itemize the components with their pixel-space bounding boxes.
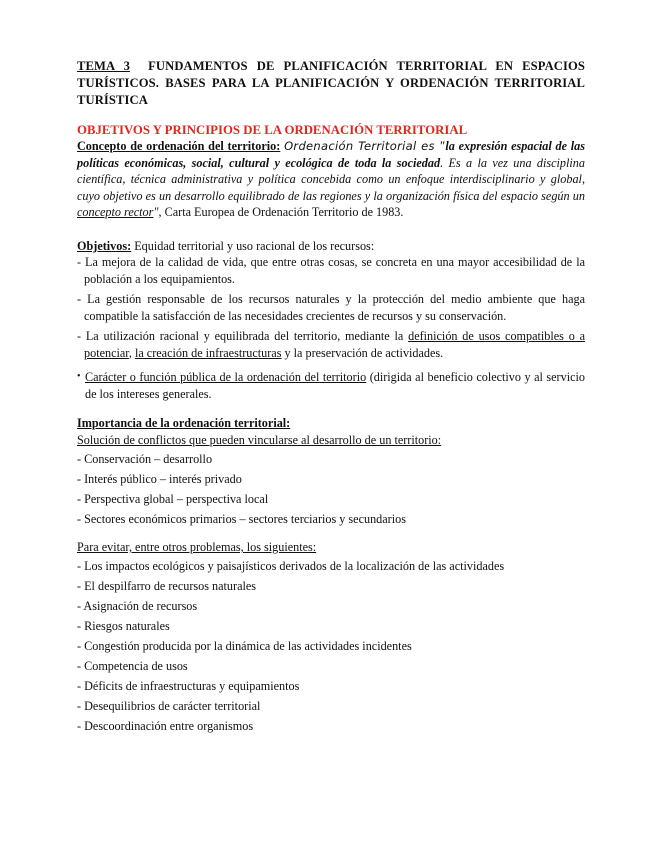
avoid-list <box>77 556 585 736</box>
objective-item-text: - La utilización racional y equilibrada del territorio, mediante la <box>77 329 409 343</box>
list-item: - Perspectiva global – perspectiva local <box>77 492 269 506</box>
objectives-list <box>77 254 585 362</box>
title-text: FUNDAMENTOS DE PLANIFICACIÓN TERRITORIAL EN ESPACIOS TURÍSTICOS. BASES PARA LA PLANIFICACIÓN Y ORDENACIÓN TERRITORIAL TURÍSTICA <box>77 59 585 107</box>
objective-link-infraestructuras: la creación de infraestructuras <box>134 346 282 360</box>
list-item: - Interés público – interés privado <box>77 472 242 486</box>
concept-closing: " <box>153 205 159 219</box>
concept-body: . Es a la vez una disciplina científica, técnica administrativa y política concebida como un enfoque interdisciplinario y global, cuyo objetivo es un desarrollo equilibrado de las regiones y la organización física del espacio según un <box>77 155 585 203</box>
concept-rector: concepto rector <box>77 205 154 219</box>
list-item: - Congestión producida por la dinámica de las actividades incidentes <box>77 639 412 653</box>
objective-item-sep: , <box>128 346 135 360</box>
bullet-rest: (dirigida al beneficio colectivo y al servicio de los intereses generales. <box>85 370 585 401</box>
objective-link-usos: definición de usos compatibles o a potenciar <box>84 329 586 360</box>
conflicts-list <box>77 449 585 529</box>
public-function-bullet <box>77 369 585 402</box>
section-heading: OBJETIVOS Y PRINCIPIOS DE LA ORDENACIÓN TERRITORIAL <box>77 123 468 137</box>
concept-paragraph <box>77 138 585 221</box>
document-title <box>77 58 585 109</box>
list-item: - Los impactos ecológicos y paisajísticos derivados de la localización de las actividades <box>77 559 505 573</box>
list-item: - Riesgos naturales <box>77 619 170 633</box>
list-item: - Conservación – desarrollo <box>77 452 213 466</box>
tema-number: TEMA 3 <box>77 59 130 73</box>
concept-label: Concepto de ordenación del territorio: <box>77 139 281 153</box>
bullet-text <box>85 369 585 402</box>
conflicts-heading: Solución de conflictos que pueden vincularse al desarrollo de un territorio: <box>77 433 442 447</box>
avoid-heading: Para evitar, entre otros problemas, los siguientes: <box>77 540 317 554</box>
objective-item-end: y la preservación de actividades. <box>281 346 444 360</box>
objective-item <box>77 328 585 362</box>
list-item: - El despilfarro de recursos naturales <box>77 579 257 593</box>
objectives-label: Objetivos: <box>77 238 132 253</box>
concept-source: , Carta Europea de Ordenación Territorio de 1983. <box>158 205 404 219</box>
objectives-intro-text: Equidad territorial y uso racional de los recursos: <box>131 238 375 253</box>
objectives-intro <box>77 238 585 255</box>
importance-heading: Importancia de la ordenación territorial: <box>77 416 291 430</box>
list-item: - Sectores económicos primarios – sectores terciarios y secundarios <box>77 512 406 526</box>
list-item: - Competencia de usos <box>77 659 188 673</box>
list-item: - Desequilibrios de carácter territorial <box>77 699 261 713</box>
objective-item: - La mejora de la calidad de vida, que entre otras cosas, se concreta en una mayor accesibilidad de la población a los equipamientos. <box>77 255 585 286</box>
document-page <box>77 58 585 736</box>
bullet-underlined: Carácter o función pública de la ordenación del territorio <box>85 370 367 384</box>
list-item: - Asignación de recursos <box>77 599 198 613</box>
list-item: - Déficits de infraestructuras y equipamientos <box>77 679 300 693</box>
objective-item: - La gestión responsable de los recursos naturales y la protección del medio ambiente que haga compatible la satisfacción de las necesidades crecientes de recursos y su conservación. <box>77 292 585 323</box>
bullet-icon: • <box>77 371 81 382</box>
concept-handwritten: Ordenación Territorial es <box>284 139 435 153</box>
list-item: - Descoordinación entre organismos <box>77 719 254 733</box>
concept-quote: "la expresión espacial de las políticas económicas, social, cultural y ecológica de toda la sociedad <box>77 139 586 170</box>
